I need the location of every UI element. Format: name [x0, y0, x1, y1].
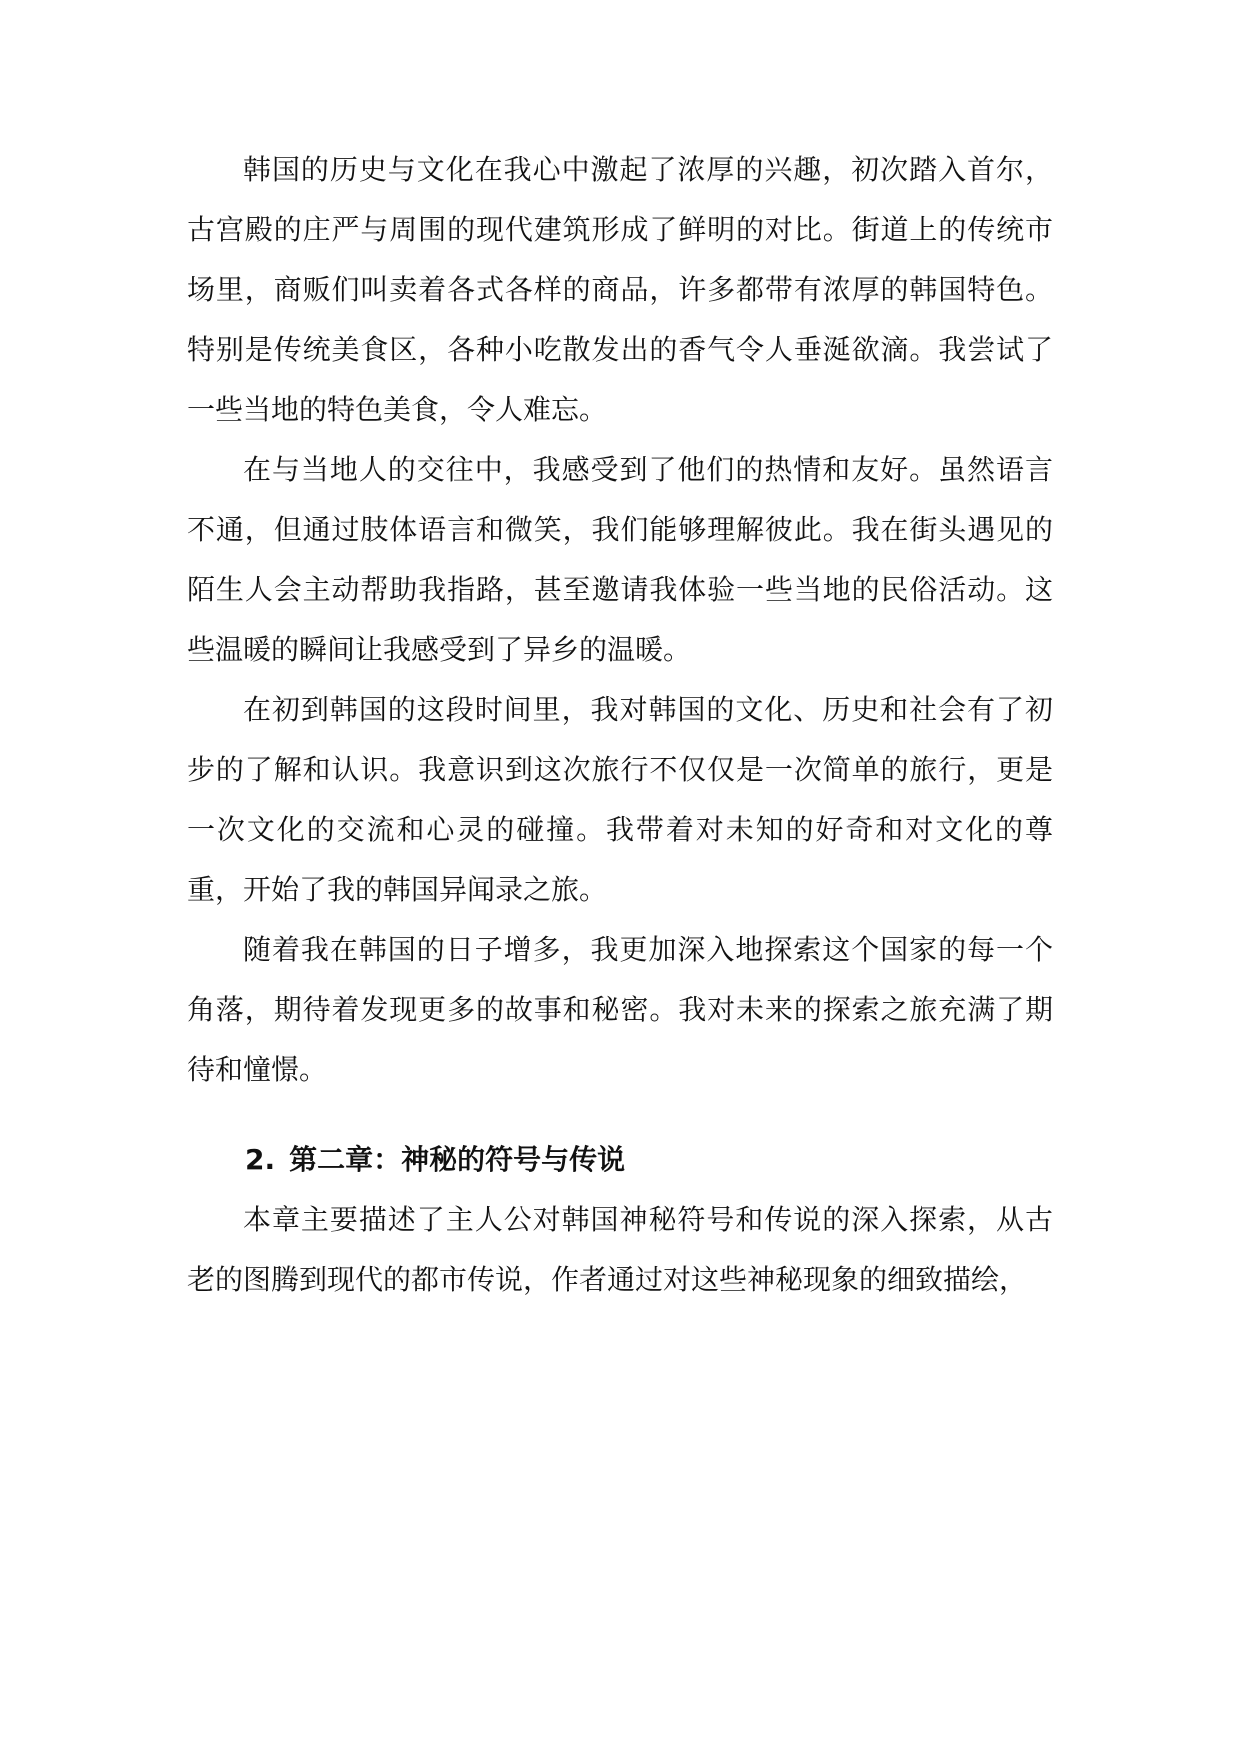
paragraph: 在与当地人的交往中，我感受到了他们的热情和友好。虽然语言不通，但通过肢体语言和微笑，我们能够理解彼此。我在街头遇见的陌生人会主动帮助我指路，甚至邀请我体验一些当地的民俗活动。这些温暖的瞬间让我感受到了异乡的温暖。: [187, 453, 1053, 666]
paragraph: 韩国的历史与文化在我心中激起了浓厚的兴趣，初次踏入首尔，古宫殿的庄严与周围的现代建筑形成了鲜明的对比。街道上的传统市场里，商贩们叫卖着各式各样的商品，许多都带有浓厚的韩国特色。特别是传统美食区，各种小吃散发出的香气令人垂涎欲滴。我尝试了一些当地的特色美食，令人难忘。: [187, 153, 1053, 426]
chapter-number: 2.: [245, 1143, 276, 1176]
paragraph: 随着我在韩国的日子增多，我更加深入地探索这个国家的每一个角落，期待着发现更多的故事和秘密。我对未来的探索之旅充满了期待和憧憬。: [187, 933, 1053, 1086]
chapter-heading: [187, 1130, 1053, 1190]
chapter-title: 第二章：神秘的符号与传说: [289, 1143, 626, 1176]
paragraph: 本章主要描述了主人公对韩国神秘符号和传说的深入探索，从古老的图腾到现代的都市传说，作者通过对这些神秘现象的细致描绘，: [187, 1203, 1053, 1296]
document-body: [187, 140, 1053, 1310]
paragraph: 在初到韩国的这段时间里，我对韩国的文化、历史和社会有了初步的了解和认识。我意识到这次旅行不仅仅是一次简单的旅行，更是一次文化的交流和心灵的碰撞。我带着对未知的好奇和对文化的尊重，开始了我的韩国异闻录之旅。: [187, 693, 1053, 906]
